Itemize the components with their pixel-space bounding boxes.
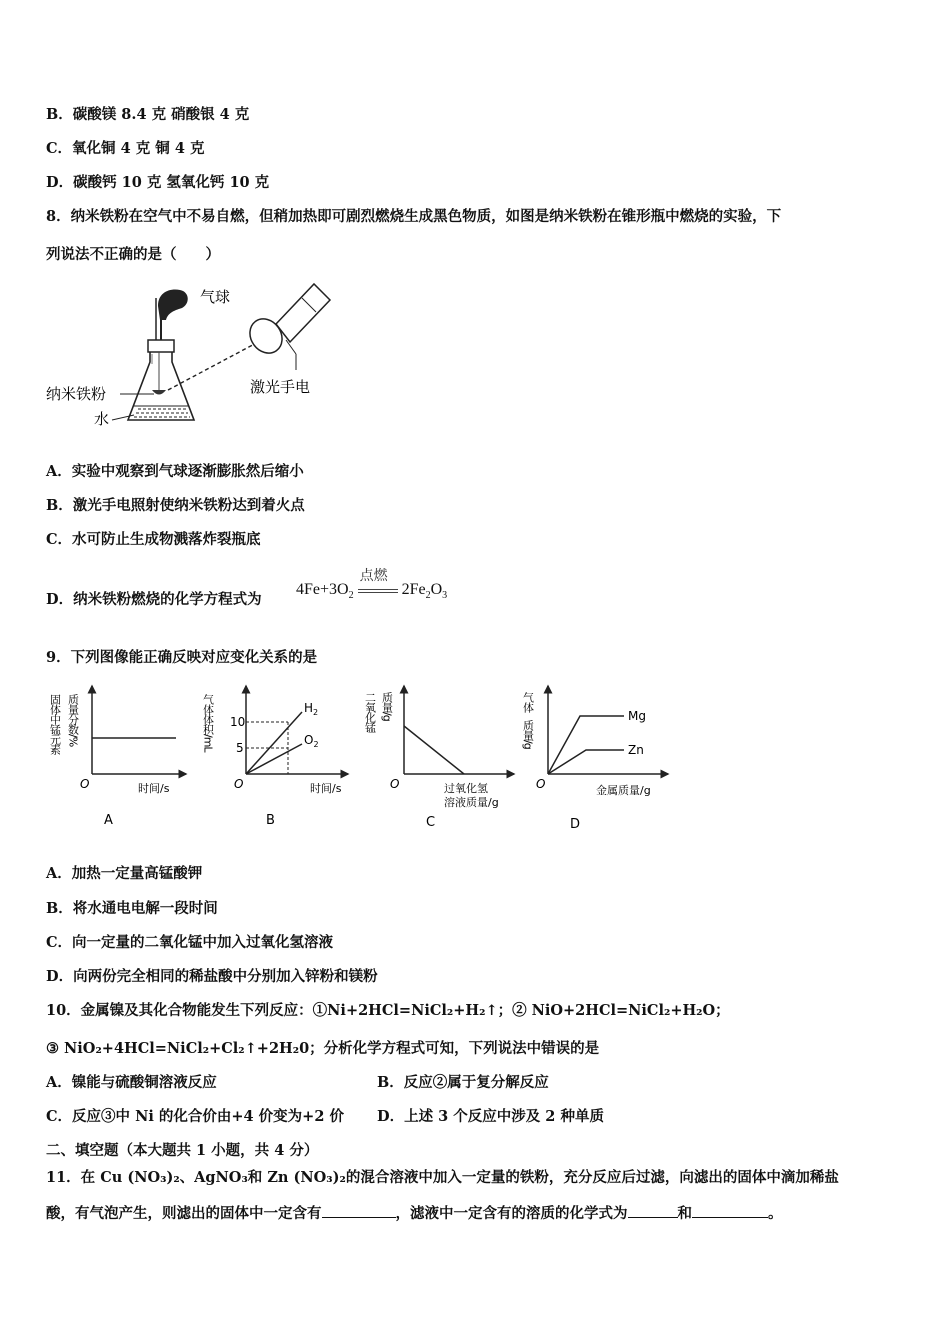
q7-option-d: D．碳酸钙 10 克 氢氧化钙 10 克 — [46, 174, 270, 191]
svg-text:金属质量/g: 金属质量/g — [596, 784, 651, 797]
balloon-label: 气球 — [200, 288, 231, 306]
section-heading: 二、填空题（本大题共 1 小题，共 4 分） — [46, 1142, 319, 1159]
q10-line1: 10．金属镍及其化合物能发生下列反应：①Ni+2HCl=NiCl₂+H₂↑；② NiO+2HCl=NiCl₂+H₂O； — [46, 1002, 730, 1019]
svg-text:二氧化锰: 二氧化锰 — [363, 692, 377, 732]
laser-flashlight-icon — [243, 284, 330, 370]
svg-text:D: D — [570, 817, 581, 832]
q9-stem: 9．下列图像能正确反映对应变化关系的是 — [46, 649, 318, 666]
svg-text:时间/s: 时间/s — [138, 782, 170, 795]
conical-flask — [128, 352, 194, 420]
water-label: 水 — [94, 410, 110, 428]
q9-graphs-figure — [40, 678, 680, 838]
svg-text:质量/g: 质量/g — [380, 692, 394, 721]
q8-equation: $4Fe+3O_2$ 点燃 $2Fe_2O_3$ — [296, 571, 447, 601]
svg-text:B: B — [266, 813, 275, 828]
svg-text:气体: 气体 — [521, 692, 535, 712]
q8-stem-line1: 8．纳米铁粉在空气中不易自燃，但稍加热即可剧烈燃烧生成黑色物质，如图是纳米铁粉在锥形瓶中燃烧的实验，下 — [46, 208, 782, 225]
q8-stem-line2: 列说法不正确的是（ ） — [46, 246, 220, 263]
q9-option-b: B．将水通电电解一段时间 — [46, 900, 218, 917]
q9-option-c: C．向一定量的二氧化锰中加入过氧化氢溶液 — [46, 934, 334, 951]
svg-text:O: O — [234, 777, 244, 791]
svg-text:质量分数/%: 质量分数/% — [66, 694, 80, 747]
svg-text:C: C — [426, 815, 436, 830]
balloon-icon — [158, 290, 188, 320]
svg-text:O: O — [80, 777, 90, 791]
q8-apparatus-figure — [40, 278, 340, 438]
q8-option-c: C．水可防止生成物溅落炸裂瓶底 — [46, 531, 261, 548]
svg-text:时间/s: 时间/s — [310, 782, 342, 795]
svg-text:O2: $O_2$ — [304, 733, 319, 749]
laser-label: 激光手电 — [250, 378, 311, 396]
nano-iron-label: 纳米铁粉 — [46, 385, 107, 403]
answer-blank-2[interactable] — [628, 1203, 678, 1218]
q10-line2: ③ NiO₂+4HCl=NiCl₂+Cl₂↑+2H₂0；分析化学方程式可知，下列说法中错误的是 — [46, 1040, 600, 1057]
q9-option-a: A．加热一定量高锰酸钾 — [46, 865, 203, 882]
q10-option-d: D．上述 3 个反应中涉及 2 种单质 — [377, 1108, 604, 1125]
graph-c-series — [404, 726, 464, 774]
q11-line1: 11．在 Cu (NO₃)₂、AgNO₃和 Zn (NO₃)₂的混合溶液中加入一定量的铁粉，充分反应后过滤，向滤出的固体中滴加稀盐 — [46, 1169, 839, 1186]
graph-c — [364, 686, 515, 830]
q10-option-b: B．反应②属于复分解反应 — [377, 1074, 549, 1091]
svg-text:O: O — [390, 777, 400, 791]
graph-b — [202, 686, 349, 828]
svg-text:溶液质量/g: 溶液质量/g — [444, 796, 499, 809]
graph-d-mg-line — [548, 716, 624, 774]
q10-option-a: A．镍能与硫酸铜溶液反应 — [46, 1074, 217, 1091]
svg-text:H2: $H_2$ — [304, 701, 319, 717]
svg-text:O: O — [536, 777, 546, 791]
answer-blank-1[interactable] — [322, 1203, 396, 1218]
svg-text:质量/g: 质量/g — [521, 720, 535, 749]
svg-text:10: 10 — [230, 715, 246, 729]
q10-option-c: C．反应③中 Ni 的化合价由+4 价变为+2 价 — [46, 1108, 344, 1125]
graph-a — [49, 686, 187, 828]
graph-b-h2-line — [246, 712, 302, 774]
q8-option-b: B．激光手电照射使纳米铁粉达到着火点 — [46, 497, 305, 514]
svg-text:5: 5 — [236, 741, 244, 755]
svg-text:A: A — [104, 813, 113, 828]
svg-text:气体体积/mL: 气体体积/mL — [201, 694, 215, 752]
svg-text:Zn: Zn — [628, 743, 644, 757]
answer-blank-3[interactable] — [692, 1203, 768, 1218]
equation-condition: 点燃 — [359, 568, 388, 584]
q8-option-a: A．实验中观察到气球逐渐膨胀然后缩小 — [46, 463, 304, 480]
q9-option-d: D．向两份完全相同的稀盐酸中分别加入锌粉和镁粉 — [46, 968, 378, 985]
q7-option-b: B．碳酸镁 8.4 克 硝酸银 4 克 — [46, 106, 250, 123]
svg-text:固体中锰元素: 固体中锰元素 — [48, 694, 62, 754]
svg-text:Mg: Mg — [628, 709, 646, 723]
q8-option-d: D．纳米铁粉燃烧的化学方程式为 — [46, 591, 262, 608]
q11-line2: 酸，有气泡产生，则滤出的固体中一定含有 ，滤液中一定含有的溶质的化学式为 和 。 — [46, 1205, 783, 1222]
graph-d — [522, 686, 669, 832]
svg-text:过氧化氢: 过氧化氢 — [444, 782, 488, 795]
q7-option-c: C．氧化铜 4 克 铜 4 克 — [46, 140, 205, 157]
